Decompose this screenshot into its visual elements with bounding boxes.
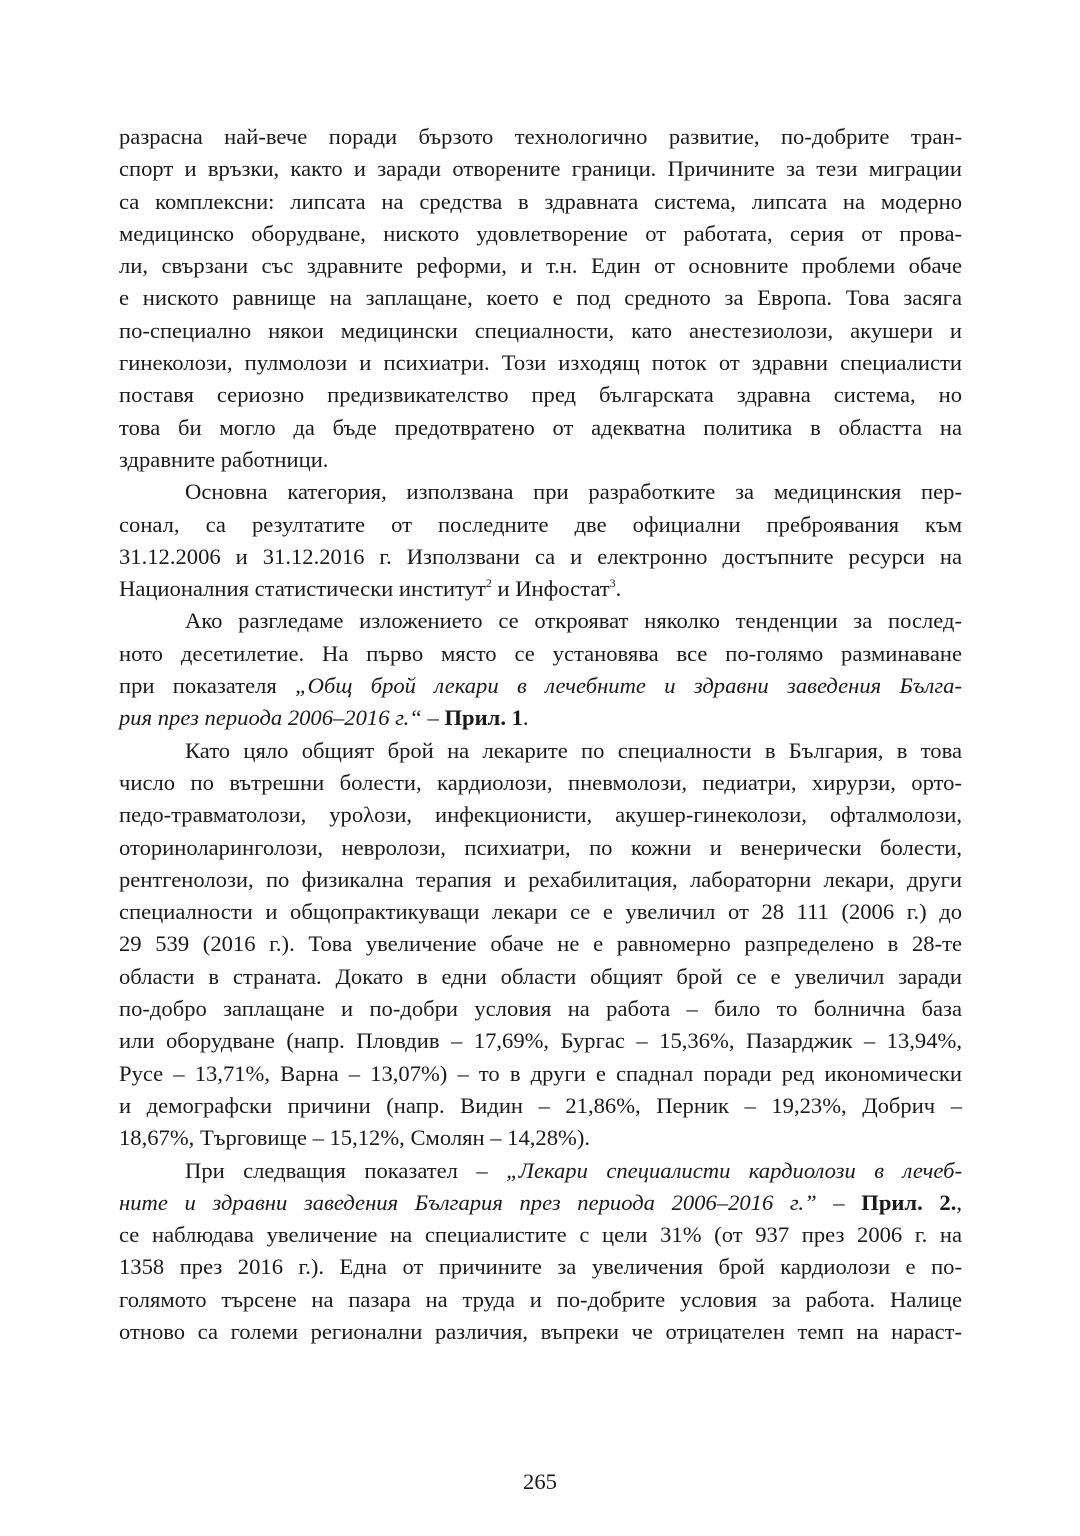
text-line: специалности и общопрактикуващи лекари се е увеличил от 28 111 (2006 г.) до: [119, 899, 962, 925]
text-line: Русе – 13,71%, Варна – 13,07%) – то в други е спаднал поради ред икономически: [119, 1060, 962, 1086]
footnote-ref: 2: [485, 576, 492, 591]
text-line: При следващия показател – „Лекари специалисти кардиолози в лечеб-: [185, 1157, 962, 1183]
text-line: 31.12.2006 и 31.12.2016 г. Използвани са и електронно достъпните ресурси на: [119, 543, 962, 569]
text-line: са комплексни: липсата на средства в здравната система, липсата на модерно: [119, 188, 962, 214]
paragraph-3: [119, 605, 962, 734]
appendix-ref: Прил. 2.: [861, 1189, 957, 1215]
text-line: Основна категория, използвана при разработките за медицинския пер-: [185, 479, 962, 505]
footnote-ref: 3: [609, 576, 616, 591]
page-number: 265: [523, 1469, 557, 1494]
text-line: рия през периода 2006–2016 г.“ – Прил. 1.: [119, 705, 529, 731]
paragraph-2: [119, 476, 962, 605]
page-body: [119, 121, 962, 1348]
appendix-ref: Прил. 1: [444, 705, 523, 731]
text-line: гинеколози, пулмолози и психиатри. Този изходящ поток от здравни специалисти: [119, 350, 962, 376]
paragraph-5: [119, 1155, 962, 1349]
text-line: отново са големи регионални различия, въпреки че отрицателен темп на нараст-: [119, 1318, 962, 1344]
text-line: Националния статистически институт$^2$ и Инфостат$^3$.: [119, 576, 622, 602]
text-line: това би могло да бъде предотвратено от адекватна политика в областта на: [119, 414, 962, 440]
text-line: области в страната. Докато в едни области общият брой се е увеличил заради: [119, 963, 962, 989]
text-line: здравните работници.: [119, 446, 329, 472]
text-line: голямото търсене на пазара на труда и по-добрите условия за работа. Налице: [119, 1286, 962, 1312]
paragraph-4: [119, 735, 962, 1155]
text-line: спорт и връзки, както и заради отворените граници. Причините за тези миграции: [119, 156, 962, 182]
text-line: число по вътрешни болести, кардиолози, пневмолози, педиатри, хирурзи, орто-: [119, 769, 962, 795]
text-line: поставя сериозно предизвикателство пред българската здравна система, но: [119, 382, 962, 408]
text-line: по-добро заплащане и по-добри условия на работа – било то болнична база: [119, 996, 962, 1022]
text-line: 18,67%, Търговище – 15,12%, Смолян – 14,28%).: [119, 1125, 591, 1151]
text-line: разрасна най-вече поради бързото технологично развитие, по-добрите тран-: [119, 124, 962, 149]
text-line: се наблюдава увеличение на специалистите с цели 31% (от 937 през 2006 г. на: [119, 1222, 962, 1248]
text-line: педо-травматолози, урολози, инфекционисти, акушер-гинеколози, офталмолози,: [119, 802, 962, 828]
text-line: Ако разгледаме изложението се открояват няколко тенденции за послед-: [185, 608, 962, 634]
text-line: ните и здравни заведения България през периода 2006–2016 г.” – Прил. 2.,: [119, 1189, 963, 1215]
text-line: е ниското равнище на заплащане, което е под средното за Европа. Това засяга: [119, 285, 962, 311]
text-line: 1358 през 2016 г.). Една от причините за увеличения брой кардиолози е по-: [119, 1254, 962, 1280]
text-line: медицинско оборудване, ниското удовлетворение от работата, серия от прова-: [119, 220, 962, 246]
text-line: сонал, са резултатите от последните две официални преброявания към: [119, 511, 962, 537]
text-line: 29 539 (2016 г.). Това увеличение обаче не е равномерно разпределено в 28-те: [119, 931, 962, 957]
text-line: ли, свързани със здравните реформи, и т.н. Един от основните проблеми обаче: [119, 253, 962, 279]
text-line: Като цяло общият брой на лекарите по специалности в България, в това: [185, 737, 962, 763]
text-line: оториноларинголози, невролози, психиатри, по кожни и венерически болести,: [119, 834, 962, 860]
paragraph-1: [119, 121, 962, 476]
text-line: или оборудване (напр. Пловдив – 17,69%, Бургас – 15,36%, Пазарджик – 13,94%,: [119, 1028, 962, 1054]
text-line: по-специално някои медицински специалности, като анестезиолози, акушери и: [119, 317, 962, 343]
text-line: при показателя „Общ брой лекари в лечебните и здравни заведения Бълга-: [119, 673, 963, 699]
text-line: рентгенолози, по физикална терапия и рехабилитация, лабораторни лекари, други: [119, 866, 962, 892]
text-line: ното десетилетие. На първо място се установява все по-голямо разминаване: [119, 640, 962, 666]
text-line: и демографски причини (напр. Видин – 21,86%, Перник – 19,23%, Добрич –: [119, 1092, 962, 1118]
